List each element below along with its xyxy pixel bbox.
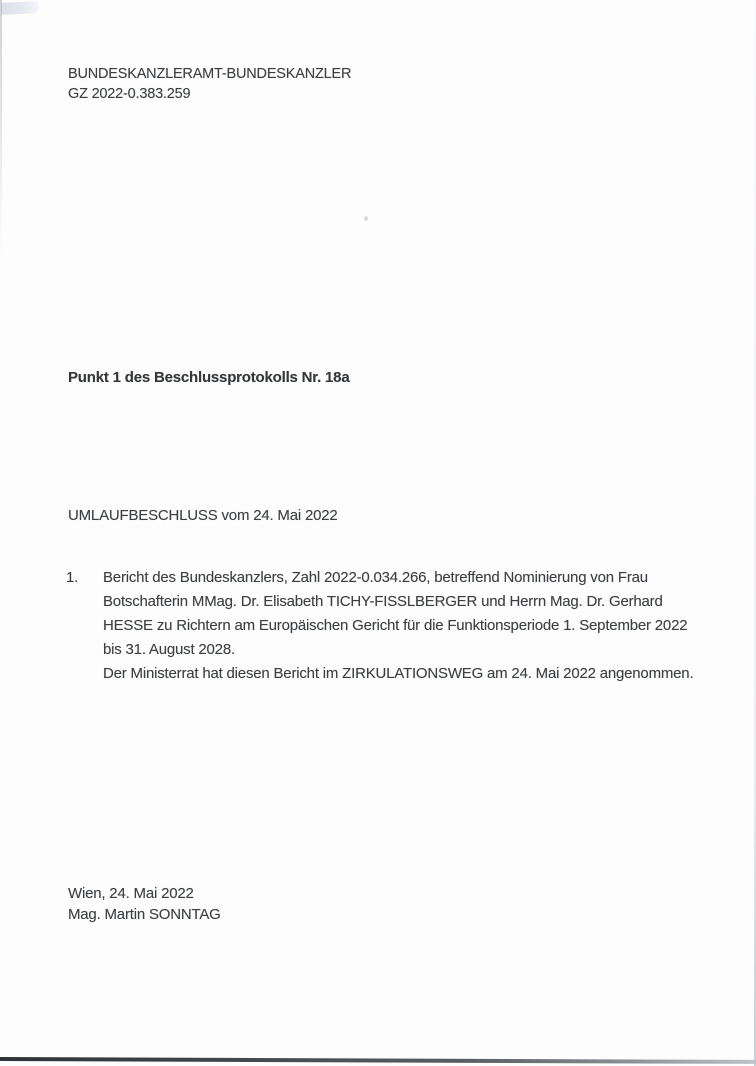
scan-bottom-edge-line [0, 1057, 756, 1063]
paragraph-line: HESSE zu Richtern am Europäischen Gericht für die Funktionsperiode 1. September 2022 [103, 617, 688, 634]
scan-left-edge-line [0, 0, 2, 260]
signature-name: Mag. Martin SONNTAG [68, 905, 221, 923]
resolution-subject-line: UMLAUFBESCHLUSS vom 24. Mai 2022 [68, 507, 338, 524]
agenda-item-paragraph [103, 566, 693, 686]
signature-place-date: Wien, 24. Mai 2022 [68, 885, 194, 902]
protocol-heading: Punkt 1 des Beschlussprotokolls Nr. 18a [68, 369, 350, 386]
organization-name: BUNDESKANZLERAMT-BUNDESKANZLER [68, 66, 352, 82]
paragraph-line: Botschafterin MMag. Dr. Elisabeth TICHY-FISSLBERGER und Herrn Mag. Dr. Gerhard [103, 593, 663, 610]
scan-dust-speck [364, 216, 368, 221]
agenda-item-number: 1. [66, 569, 79, 586]
scan-corner-artifact [1, 1, 39, 14]
paragraph-line: Der Ministerrat hat diesen Bericht im ZIRKULATIONSWEG am 24. Mai 2022 angenommen. [103, 665, 694, 682]
signature-block [68, 884, 221, 925]
file-number: GZ 2022-0.383.259 [68, 86, 191, 102]
letterhead [68, 64, 351, 104]
paragraph-line: Bericht des Bundeskanzlers, Zahl 2022-0.034.266, betreffend Nominierung von Frau [103, 569, 648, 586]
scan-right-edge-line [754, 0, 756, 1066]
paragraph-line: bis 31. August 2028. [103, 641, 235, 658]
